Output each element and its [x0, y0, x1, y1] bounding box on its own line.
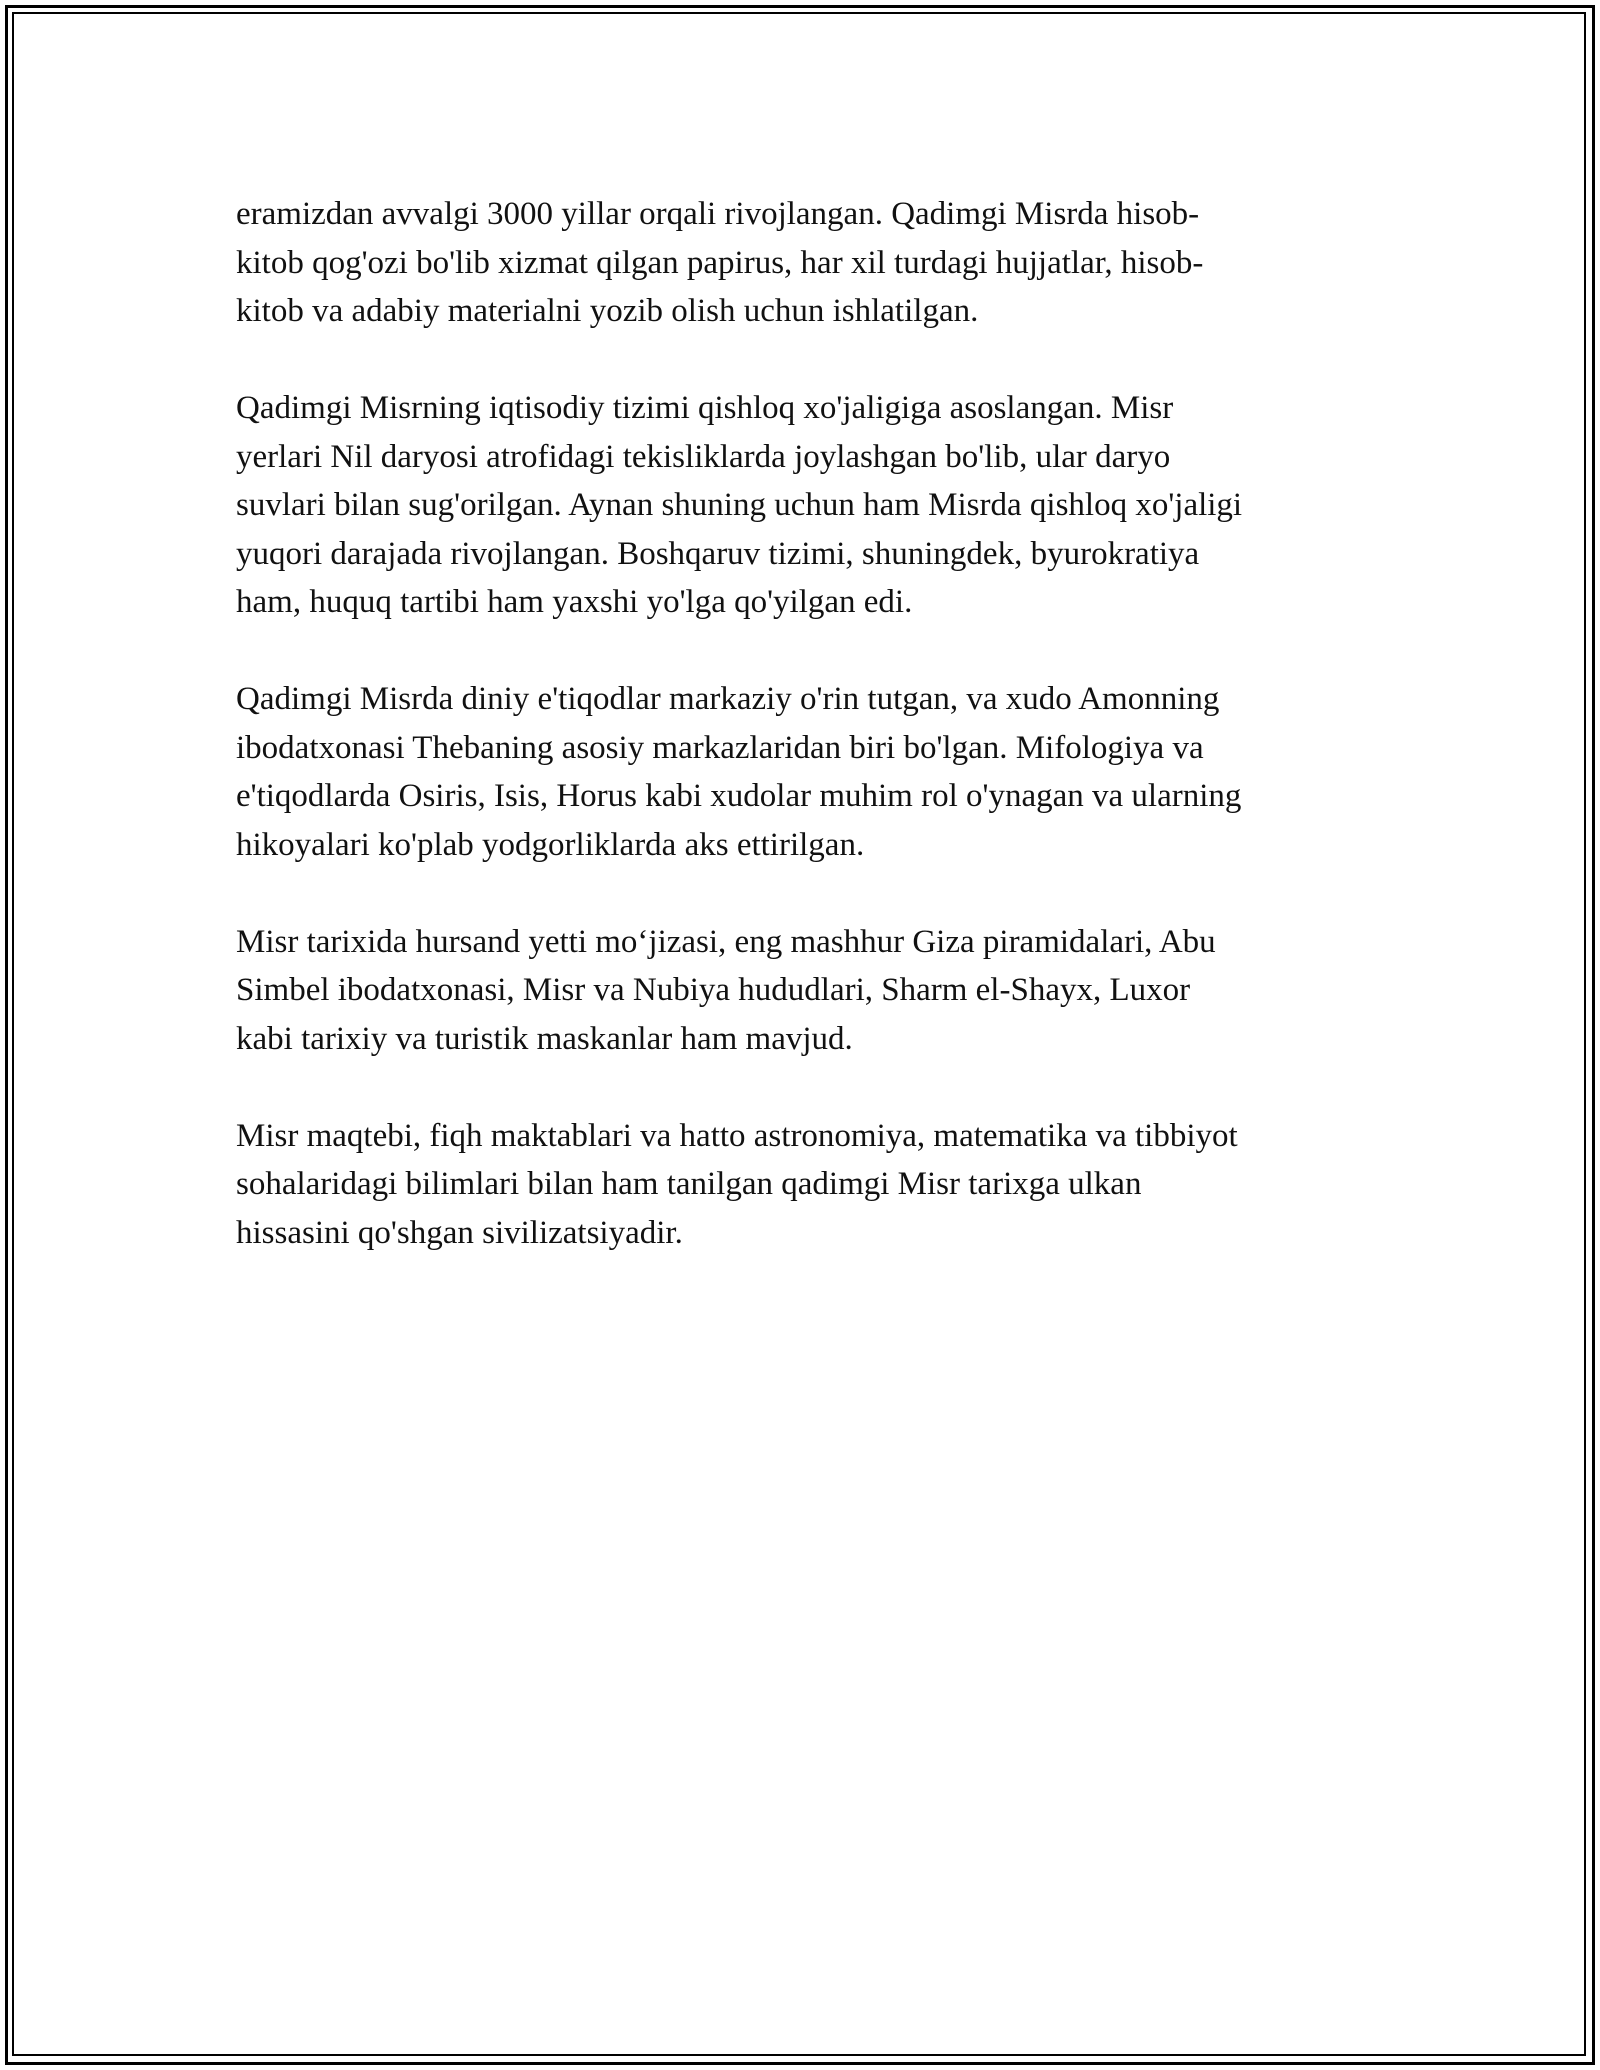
- document-body: [236, 190, 1386, 1306]
- text-line: hissasini qo'shgan sivilizatsiyadir.: [236, 1214, 683, 1251]
- text-line: ibodatxonasi Thebaning asosiy markazlaridan biri bo'lgan. Mifologiya va: [236, 729, 1204, 766]
- paragraph-landmarks: [236, 918, 1386, 1064]
- text-line: kitob va adabiy materialni yozib olish uchun ishlatilgan.: [236, 293, 979, 329]
- text-line: hikoyalari ko'plab yodgorliklarda aks ettirilgan.: [236, 826, 865, 863]
- text-line: Misr tarixida hursand yetti mo‘jizasi, eng mashhur Giza piramidalari, Abu: [236, 923, 1216, 960]
- text-line: yerlari Nil daryosi atrofidagi tekisliklarda joylashgan bo'lib, ular daryo: [236, 438, 1171, 475]
- text-line: eramizdan avvalgi 3000 yillar orqali rivojlangan. Qadimgi Misrda hisob-: [236, 196, 1200, 232]
- text-line: Qadimgi Misrda diniy e'tiqodlar markaziy o'rin tutgan, va xudo Amonning: [236, 681, 1220, 717]
- text-line: sohalaridagi bilimlari bilan ham tanilgan qadimgi Misr tarixga ulkan: [236, 1166, 1142, 1202]
- text-line: ham, huquq tartibi ham yaxshi yo'lga qo'yilgan edi.: [236, 584, 913, 620]
- text-line: kabi tarixiy va turistik maskanlar ham mavjud.: [236, 1020, 853, 1057]
- text-line: suvlari bilan sug'orilgan. Aynan shuning uchun ham Misrda qishloq xo'jaligi: [236, 487, 1243, 523]
- paragraph-papyrus: [236, 190, 1386, 336]
- text-line: Misr maqtebi, fiqh maktablari va hatto astronomiya, matematika va tibbiyot: [236, 1117, 1238, 1154]
- paragraph-religion: [236, 675, 1386, 869]
- text-line: Qadimgi Misrning iqtisodiy tizimi qishloq xo'jaligiga asoslangan. Misr: [236, 390, 1174, 426]
- paragraph-legacy: [236, 1112, 1386, 1258]
- paragraph-economy: [236, 384, 1386, 627]
- text-line: kitob qog'ozi bo'lib xizmat qilgan papirus, har xil turdagi hujjatlar, hisob-: [236, 244, 1204, 281]
- text-line: Simbel ibodatxonasi, Misr va Nubiya hududlari, Sharm el-Shayx, Luxor: [236, 972, 1191, 1008]
- text-line: e'tiqodlarda Osiris, Isis, Horus kabi xudolar muhim rol o'ynagan va ularning: [236, 778, 1242, 814]
- text-line: yuqori darajada rivojlangan. Boshqaruv tizimi, shuningdek, byurokratiya: [236, 535, 1200, 572]
